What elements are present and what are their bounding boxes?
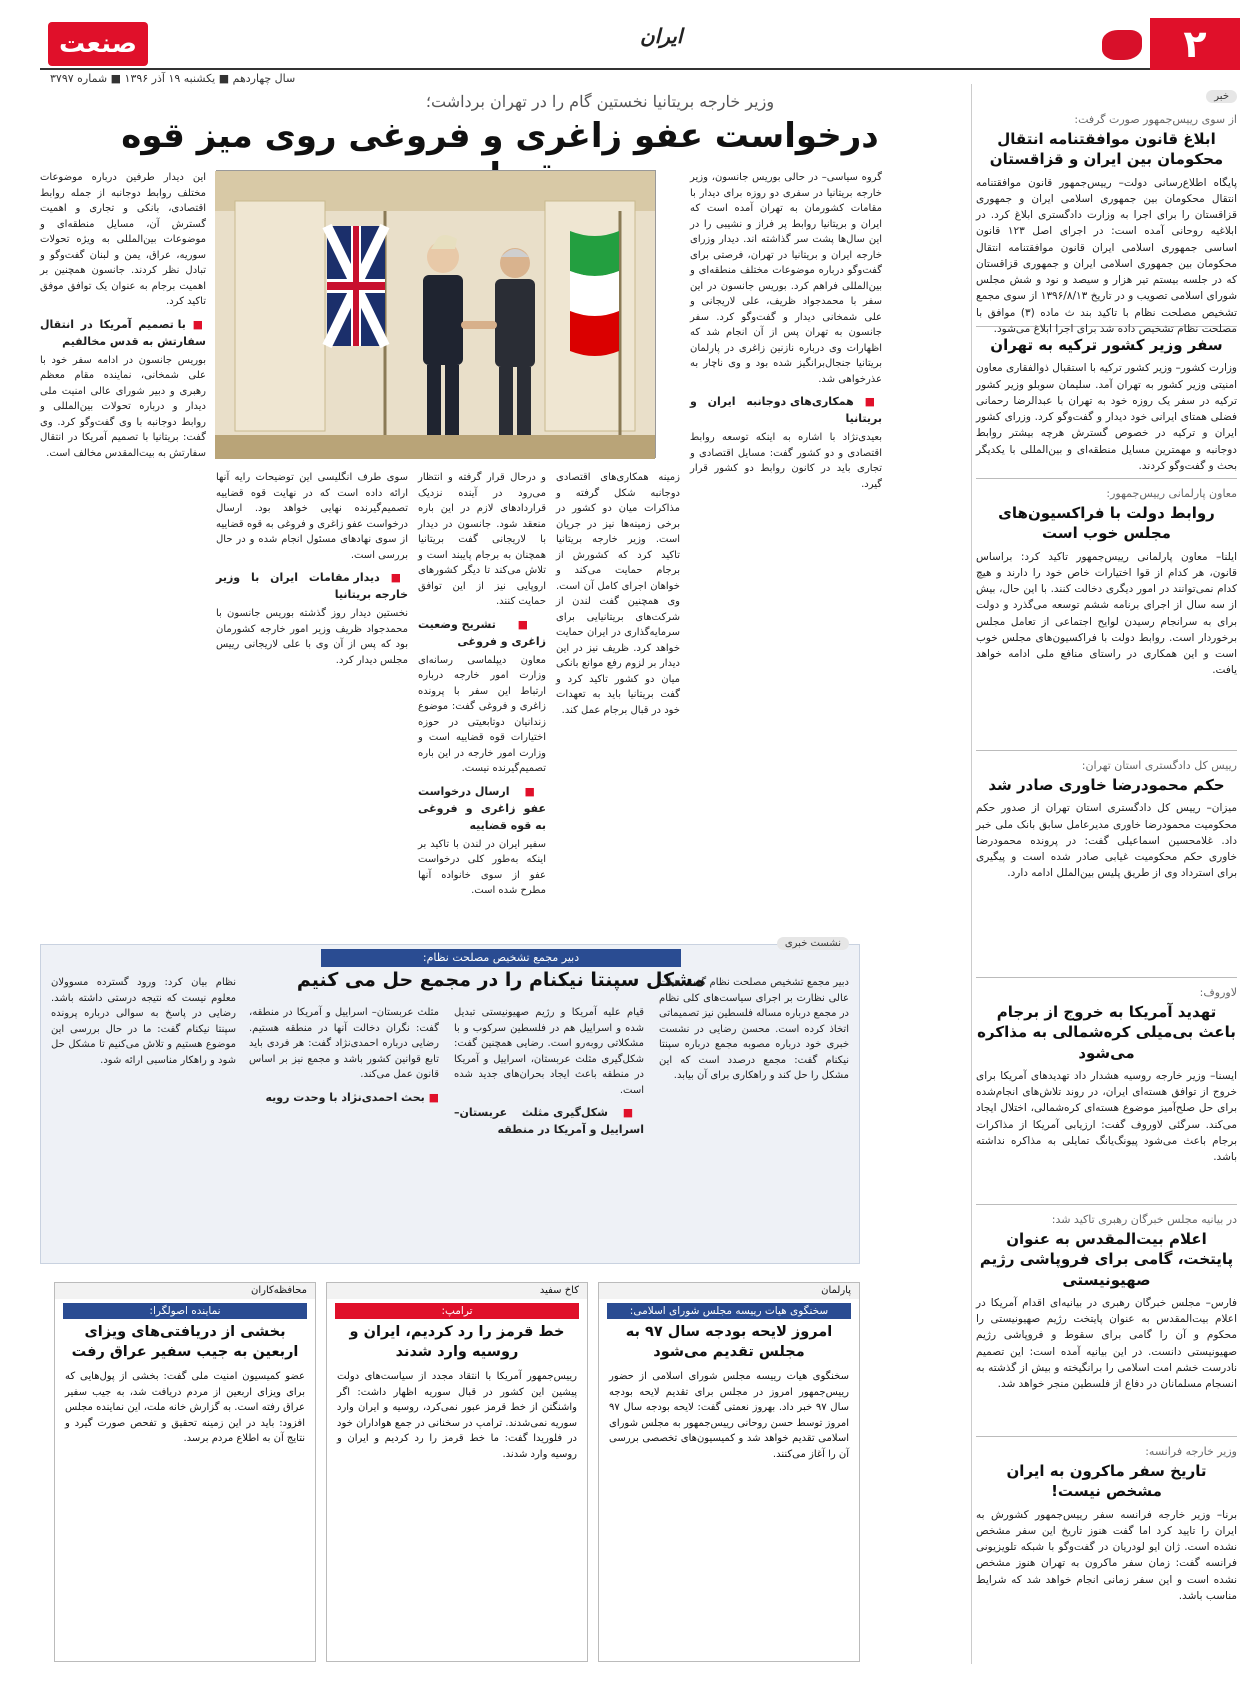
- news-title: ابلاغ قانون موافقتنامه انتقال محکومان بین ایران و قزاقستان: [989, 130, 1224, 169]
- article-text: گروه سیاسی– در حالی بوریس جانسون، وزیر خارجه بریتانیا در سفری دو روزه برای دیدار با مقامات کشورمان به تهران آمده است که ایران و بریتانیا روابط پر فراز و نشیبی را در این سال‌ها پشت سر گذاشته اند. دیدار وزرای خارجه ایران و بریتانیا در تهران، فرصتی برای گفت‌وگو درباره موضوعات مختلف منطقه‌ای و بین‌المللی فراهم کرد. بوریس جانسون در این سفر با محمدجواد ظریف، علی لاریجانی و علی شمخانی دیدار و گفت‌وگو کرد. سفر جانسون به تهران پس از آن انجام شد که اظهارات وی درباره نازنین زاغری در پارلمان بریتانیا جنجال‌برانگیز شده بود و وی ناچار به عذرخواهی شد.: [690, 172, 882, 385]
- box-column: [454, 1005, 644, 1255]
- story-title: امروز لایحه بودجه سال ۹۷ به مجلس تقدیم می‌شود: [625, 1324, 833, 1360]
- article-title: درخواست عفو زاغری و فروغی روی میز قوه: [121, 116, 879, 156]
- bottom-story: [54, 1282, 316, 1662]
- article-column-4: [216, 470, 408, 930]
- box-subhead: ■ بحث احمدی‌نژاد با وحدت رویه: [249, 1089, 439, 1106]
- article-subhead: ■ دیدار مقامات ایران با وزیر خارجه بریتانیا: [216, 569, 408, 603]
- sidebar-label: خبر: [1206, 90, 1237, 103]
- story-kicker: ترامپ:: [335, 1303, 579, 1319]
- uk-flag: [327, 226, 385, 346]
- news-title: تهدید آمریکا به خروج از برجام باعث بی‌میلی کره‌شمالی به مذاکره می‌شود: [977, 1003, 1236, 1062]
- news-item: [976, 1213, 1237, 1428]
- news-body: برنا– وزیر خارجه فرانسه سفر رییس‌جمهور کشورش به ایران را تایید کرد اما گفت هنوز تاریخ این سفر مشخص نشده است. ژان ایو لودریان در گفت‌وگو با شبکه تلویزیونی فرانسه گفت: زمان سفر ماکرون به تهران هنوز مشخص نشده است و این سفر زمانی انجام خواهد شد که شرایط مناسب باشد.: [976, 1508, 1237, 1602]
- article-text: سوی طرف انگلیسی این توضیحات رایه آنها ارائه داده است که در نهایت قوه قضاییه تصمیم‌گیرنده نهایی خواهد بود. ارسال درخواست عفو زاغری و فروغی به قوه قضاییه از سوی نهادهای مسئول انجام شده و در حال بررسی است.: [216, 472, 408, 561]
- news-body: پایگاه اطلاع‌رسانی دولت– رییس‌جمهور قانون موافقتنامه انتقال محکومان بین جمهوری اسلامی ایران و جمهوری قزاقستان را برای اجرا به وزارت دادگستری ابلاغ کرد. در ابلاغیه روحانی آمده است: در اجرای اصل ۱۲۳ قانون اساسی جمهوری اسلامی ایران قانون موافقتنامه انتقال محکومان بین جمهوری اسلامی ایران و جمهوری قزاقستان که در جلسه بیستم تیر هزار و سیصد و نود و شش مجلس شورای اسلامی تصویب و در تاریخ ۱۳۹۶/۸/۱۳ از سوی مجمع تشخیص مصلحت نظام با تاکید بند ث ماده (۳) موافق با مصلحت نظام تشخیص داده شد برای اجرا ابلاغ می‌شود.: [976, 176, 1237, 335]
- bottom-story: [326, 1282, 588, 1662]
- story-band: پارلمان: [599, 1283, 859, 1299]
- news-item: [976, 487, 1237, 742]
- news-title: حکم محمودرضا خاوری صادر شد: [988, 776, 1225, 794]
- committee-news-box: [40, 938, 860, 1264]
- news-sidebar: [971, 84, 1243, 1664]
- story-body: سخنگوی هیات رییسه مجلس شورای اسلامی از حضور رییس‌جمهور امروز در مجلس برای تقدیم لایحه بودجه سال ۹۷ خبر داد. بهروز نعمتی گفت: لایحه بودجه سال ۹۷ امروز توسط حسن روحانی رییس‌جمهور به مجلس شورای اسلامی تقدیم خواهد شد و کمیسیون‌های تخصصی بررسی آن را آغاز می‌کنند.: [609, 1371, 849, 1460]
- news-title: تاریخ سفر ماکرون به ایران مشخص نیست!: [1006, 1462, 1207, 1501]
- box-title: مشکل سپنتا نیکنام را در مجمع حل می کنیم: [296, 969, 706, 991]
- news-title: اعلام بیت‌المقدس به عنوان پایتخت، گامی برای فروپاشی رژیم صهیونیستی: [979, 1230, 1234, 1289]
- article-text: سفیر ایران در لندن با تاکید بر اینکه به‌طور کلی درخواست عفو از سوی خانواده آنها مطرح شده است.: [418, 838, 546, 897]
- news-item: [976, 113, 1237, 335]
- issue-line: سال چهاردهم ■ یکشنبه ۱۹ آذر ۱۳۹۶ ■ شماره ۳۷۹۷: [50, 72, 296, 85]
- news-kicker: در بیانیه مجلس خبرگان رهبری تاکید شد:: [1051, 1213, 1237, 1226]
- divider: [976, 1436, 1237, 1437]
- bottom-story: [598, 1282, 860, 1662]
- news-title: روابط دولت با فراکسیون‌های مجلس خوب است: [998, 504, 1215, 543]
- photo-illustration: [215, 171, 655, 459]
- box-text: نظام بیان کرد: ورود گسترده مسوولان معلوم نیست که نتیجه درستی داشته باشد. رضایی در پاسخ به سوالی درباره پرونده سپنتا نیکنام گفت: ما در حال بررسی این موضوع هستیم و تلاش می‌کنیم تا مشکل حل شود و راهکار مناسبی ارائه شود.: [51, 977, 236, 1066]
- article-text: نخستین دیدار روز گذشته بوریس جانسون با محمدجواد ظریف وزیر امور خارجه کشورمان بود که پس از آن وی با علی لاریجانی رییس مجلس دیدار کرد.: [216, 608, 408, 666]
- story-title: خط قرمز را رد کردیم، ایران و روسیه وارد شدند: [349, 1324, 565, 1360]
- news-kicker: رییس کل دادگستری استان تهران:: [1081, 759, 1237, 772]
- iran-map-icon: [1102, 30, 1142, 60]
- article-text: بعیدی‌نژاد با اشاره به اینکه توسعه روابط اقتصادی و دو کشور گفت: مسایل اقتصادی و تجاری باید در کانون روابط دو کشور قرار گیرد.: [690, 432, 882, 490]
- section-title: ایران: [640, 24, 683, 48]
- article-subhead: ■ تشریح وضعیت زاغری و فروغی: [418, 616, 546, 650]
- news-item: [976, 986, 1237, 1196]
- article-column-1: [690, 170, 882, 930]
- box-band-label: نشست خبری: [777, 937, 849, 950]
- story-title: بخشی از دریافتی‌های ویزای اربعین به جیب سفیر عراق رفت: [71, 1324, 299, 1360]
- box-text: قیام علیه آمریکا و رژیم صهیونیستی تبدیل شده و اسراییل هم در فلسطین سرکوب و با مشکلاتی روبه‌رو است. رضایی همچنین گفت: شکل‌گیری مثلث عربستان، اسراییل و آمریکا در منطقه باعث ایجاد بحران‌های جدید شده است.: [454, 1007, 644, 1096]
- article-column-5: [40, 170, 206, 930]
- news-kicker: لاوروف:: [1199, 986, 1237, 999]
- box-column: [249, 1005, 439, 1255]
- article-text: و درحال قرار گرفته و انتظار می‌رود در آینده نزدیک قراردادهای لازم در این باره منعقد شود. جانسون در دیدار با لاریجانی گفت بریتانیا همچنان به برجام پایبند است و تلاش می‌کند تا دیگر کشورهای اروپایی نیز از این توافق حمایت کنند.: [418, 472, 546, 607]
- page-header: [40, 18, 1240, 70]
- news-item: [976, 1445, 1237, 1602]
- story-kicker: سخنگوی هیات رییسه مجلس شورای اسلامی:: [607, 1303, 851, 1319]
- article-column-3: [418, 470, 546, 930]
- article-subhead: ■ ارسال درخواست عفو زاغری و فروغی به قوه قضاییه: [418, 783, 546, 834]
- page-number: ۲: [1150, 18, 1240, 70]
- news-body: وزارت کشور– وزیر کشور ترکیه با استقبال ذوالفقاری معاون امنیتی وزیر کشور به تهران آمد. سلیمان سوبلو وزیر کشور ترکیه در سفر یک روزه خود به تهران با عبدالرضا رحمانی فضلی همتای ایرانی خود دیدار و گفت‌وگو کرد. وزرای کشور ایران و ترکیه در خصوص گسترش هرچه بیشتر روابط دوجانبه و مهمترین مسایل منطقه‌ای و بین‌المللی با یکدیگر بحث و گفت‌وگو کردند.: [975, 362, 1237, 472]
- article-subhead: ■ با تصمیم آمریکا در انتقال سفارتش به قدس مخالفیم: [40, 316, 206, 350]
- news-item: [976, 759, 1237, 969]
- news-body: میزان– رییس کل دادگستری استان تهران از صدور حکم محکومیت محمودرضا خاوری مدیرعامل سابق بانک ملی خبر داد. غلامحسین اسماعیلی گفت: در پرونده محمودرضا خاوری حکم محکومیت غیابی صادر شده است و پیگیری برای استرداد وی از طریق پلیس بین‌الملل ادامه دارد.: [976, 802, 1237, 880]
- story-body: عضو کمیسیون امنیت ملی گفت: بخشی از پول‌هایی که برای ویزای اربعین از مردم دریافت شد، به جیب سفیر عراق رفته است. به گزارش خانه ملت، این نماینده مجلس افزود: باید در این زمینه تحقیق و تفحص صورت گیرد و نتایج آن به اطلاع مردم برسد.: [65, 1371, 305, 1444]
- story-band: کاخ سفید: [327, 1283, 587, 1299]
- story-band: محافظه‌کاران: [55, 1283, 315, 1299]
- divider: [976, 478, 1237, 479]
- newspaper-logo: صنعت: [48, 22, 148, 66]
- article-subhead: ■ همکاری‌های دوجانبه ایران و بریتانیا: [690, 393, 882, 427]
- box-kicker: دبیر مجمع تشخیص مصلحت نظام:: [321, 949, 681, 967]
- news-kicker: وزیر خارجه فرانسه:: [1145, 1445, 1237, 1458]
- divider: [976, 1204, 1237, 1205]
- article-text: زمینه همکاری‌های اقتصادی دوجانبه شکل گرفته و مذاکرات میان دو کشور در برخی زمینه‌ها نیز در جریان است. وزیر خارجه بریتانیا تاکید کرد که کشورش از برجام حمایت می‌کند و خواهان اجرای کامل آن است. وی همچنین گفت لندن از شرکت‌های بریتانیایی برای سرمایه‌گذاری در ایران حمایت خواهد کرد. ظریف نیز در این دیدار بر لزوم رفع موانع بانکی میان دو کشور تاکید کرد و گفت بریتانیا باید به تعهدات خود در قبال برجام عمل کند.: [556, 472, 680, 716]
- box-text: دبیر مجمع تشخیص مصلحت نظام گفت: هیات عالی نظارت بر اجرای سیاست‌های کلی نظام در مجمع درباره مساله فلسطین نیز تصمیماتی اتخاذ کرده است. محسن رضایی در نشست خبری خود درباره مصوبه مجمع درباره سپنتا نیکنام گفت: مجمع درصدد است که این مشکل را حل کند و راهکاری برای آن بیابد.: [659, 977, 849, 1081]
- article-column-2: [556, 470, 680, 930]
- article-text: معاون دیپلماسی رسانه‌ای وزارت امور خارجه درباره ارتباط این سفر با پرونده زاغری و فروغی گفت: موضوع زندانیان دوتابعیتی در حوزه اختیارات قوه قضاییه است و وزارت امور خارجه در این باره تصمیم‌گیرنده نیست.: [418, 654, 546, 775]
- news-item: [976, 335, 1237, 470]
- news-body: فارس– مجلس خبرگان رهبری در بیانیه‌ای اقدام آمریکا در اعلام بیت‌المقدس به عنوان پایتخت رژیم صهیونیستی را محکوم و آن را گامی برای سقوط و فروپاشی رژیم صهیونیستی دانست. در این بیانیه آمده است: این تصمیم نادرست خشم امت اسلامی را برانگیخته و بیش از گذشته به انسجام مسلمانان در دفاع از فلسطین منجر خواهد شد.: [976, 1296, 1237, 1391]
- box-subhead: ■ شکل‌گیری مثلث عربستان– اسراییل و آمریکا در منطقه: [454, 1104, 644, 1138]
- article-text: بوریس جانسون در ادامه سفر خود با علی شمخانی، نماینده مقام معظم رهبری و دبیر شورای عالی امنیت ملی دیدار و درباره تحولات بین‌المللی و روابط دوجانبه با وی گفت‌وگو کرد. وی گفت: بریتانیا با تصمیم آمریکا در انتقال سفارتش به بیت‌المقدس مخالف است.: [40, 354, 206, 459]
- box-column: [659, 975, 849, 1255]
- box-text: مثلث عربستان– اسراییل و آمریکا در منطقه، گفت: نگران دخالت آنها در منطقه هستیم. رضایی درباره احمدی‌نژاد گفت: هر فردی باید تابع قوانین کشور باشد و مجمع نیز بر اساس قانون عمل می‌کند.: [249, 1007, 439, 1080]
- article-photo: [216, 170, 656, 458]
- box-column: [51, 975, 236, 1255]
- article-text: این دیدار طرفین درباره موضوعات مختلف روابط دوجانبه از جمله روابط اقتصادی، بانکی و تجاری و اهمیت گسترش آن، مسایل منطقه‌ای و موضوعات بین‌المللی به ویژه تحولات سوریه، عراق، یمن و لبنان گفت‌وگو و تبادل نظر کردند. جانسون همچنین بر اهمیت برجام به عنوان یک توافق موفق تاکید کرد.: [40, 172, 206, 307]
- divider: [976, 750, 1237, 751]
- news-body: ایلنا– معاون پارلمانی رییس‌جمهور تاکید کرد: براساس قانون، هر کدام از قوا اختیارات خاص خود را دارند و هیچ کدام نمی‌توانند در امور دیگری دخالت کنند. با این حال، بیش از سه سال از اجرای برنامه ششم توسعه می‌گذرد و دولت برای به سرانجام رسیدن لوایح اجتماعی از تعامل مجلس برخوردار است. روابط دولت با فراکسیون‌های مجلس خوب است و این همکاری در راستای منافع ملی ادامه خواهد یافت.: [976, 550, 1237, 677]
- news-kicker: از سوی رییس‌جمهور صورت گرفت:: [1074, 113, 1237, 126]
- story-kicker: نماینده اصولگرا:: [63, 1303, 307, 1319]
- news-title: سفر وزیر کشور ترکیه به تهران: [990, 336, 1223, 354]
- iran-flag: [570, 231, 619, 356]
- news-body: ایسنا– وزیر خارجه روسیه هشدار داد تهدیدهای آمریکا برای خروج از توافق هسته‌ای ایران، در روند تلاش‌های انجام‌شده برای حل صلح‌آمیز موضوع هسته‌ای کره‌شمالی، اختلال ایجاد می‌کند. سرگئی لاوروف گفت: ارزیابی آمریکا از مذاکرات برجام باعث می‌شود پیونگ‌یانگ تمایلی به مذاکره نداشته باشد.: [976, 1069, 1237, 1164]
- story-body: رییس‌جمهور آمریکا با انتقاد مجدد از سیاست‌های دولت پیشین این کشور در قبال سوریه اظهار داشت: اگر واشنگتن از خط قرمز عبور نمی‌کرد، روسیه و ایران وارد سوریه نمی‌شدند. ترامپ در سخنانی در جمع هواداران خود در فلوریدا گفت: ما خط قرمز را رد کردیم و ایران و روسیه وارد شدند.: [337, 1371, 577, 1460]
- article-kicker: وزیر خارجه بریتانیا نخستین گام را در تهران برداشت؛: [425, 92, 775, 111]
- divider: [976, 977, 1237, 978]
- news-kicker: معاون پارلمانی رییس‌جمهور:: [1106, 487, 1237, 500]
